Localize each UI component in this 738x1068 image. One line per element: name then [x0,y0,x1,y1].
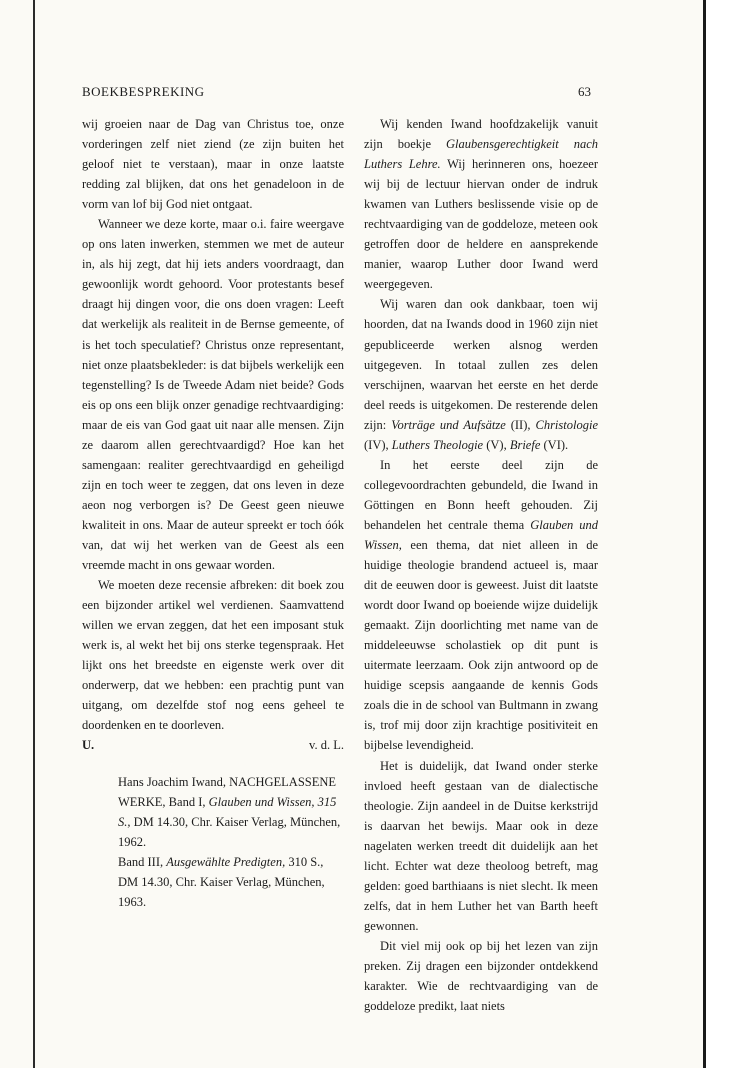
bib-author-title: Hans Joachim Iwand, NACHGELASSENE WERKE, Band I, [118,774,337,809]
bib-volume3-publisher: 310 S., DM 14.30, Chr. Kaiser Verlag, München, 1963. [118,854,325,909]
theme-title: Glauben und Wissen, [364,517,598,552]
paragraph-dialectic: Het is duidelijk, dat Iwand onder sterke invloed heeft gestaan van de dialectische theologie. Zijn aandeel in de Duitse kerkstrijd is daarvan het bewijs. Maar ook in deze nagelaten werken treedt dit duidelijk aan het licht. Echter wat deze theoloog betreft, mag gelden: goed barthiaans is niet slecht. Ik meen zelfs, dat in hem Luther het van Barth heeft gewonnen. [364,758,598,933]
bib-volume-title: Glauben und Wissen, 315 S., [118,794,337,829]
text-segment: Wij waren dan ook dankbaar, toen wij hoorden, dat na Iwands dood in 1960 zijn niet gepubliceerde werken alsnog werden uitgegeven. In totaal zullen zes delen verschijnen, waarvan het eerste en het derde deel reeds is uitgekomen. De resterende delen zijn: [364,297,598,432]
text-segment: Wij herinneren ons, hoezeer wij bij de lectuur hiervan onder de indruk kwamen van Luthers beslissende visie op de rechtvaardiging van de goddeloze, meteen ook getroffen door de heldere en aansprekende manier, waarop Luther door Iwand werd weergegeven. [364,157,599,292]
page-number: 63 [578,84,591,99]
text-segment: In het eerste deel zijn de collegevoordrachten gebundeld, die Iwand in Göttingen en Bonn heeft gehouden. Zij behandelen het centrale thema [364,457,598,532]
text-segment: een thema, dat niet alleen in de huidige theologie brandend actueel is, maar dit de eeuwen door is geweest. Juist dit laatste wordt door Iwand op boeiende wijze duidelijk gemaakt. Zijn doorlichting met name van de middeleeuwse scholastiek op dit punt is uitermate leerzaam. Ook zijn antwoord op de huidige scepsis aangaande de kennis Gods zoals die in de school van Bultmann in zwang is, trof mij door zijn krachtige positiviteit en bijbelse levendigheid. [364,537,599,753]
page-margin-right [706,0,738,1068]
bib-volume3-title: Ausgewählte Predigten, [166,854,286,869]
bibliographic-entry [118,772,344,912]
bib-line-1 [118,772,344,852]
reviewer-initials: v. d. L. [309,738,344,753]
paragraph-continuation: wij groeien naar de Dag van Christus toe, onze vorderingen zelf niet ziend (ze zijn buiten het geloof niet te verstaan), maar in onze laatste redding zal blijken, dat ons het genadeloon in de vorm van lof bij God niet ontgaat. [82,117,344,212]
text-segment: (IV), [364,437,389,452]
text-segment: (II), [510,417,531,432]
signoff-left: U. [82,738,95,753]
paragraph-critique: Wanneer we deze korte, maar o.i. faire weergave op ons laten inwerken, stemmen we met de auteur in, als hij zegt, dat hij iets anders voordraagt, dan gewoonlijk wordt gehoord. Voor protestants besef draagt hij dingen voor, die ons doen vragen: Leeft dat werkelijk als realiteit in de Bernse gemeente, of is het toch speculatief? Christus onze representant, niet onze plaatsbekleder: is dat bijbels werkelijk een tegenstelling? Is de Tweede Adam niet beide? Gods eis op ons een blijk onzer genadige rechtvaardiging: maar de eis van God gaat uit naar alle mensen. Zijn ze daarom allen gerechtvaardigd? Hoe kan het samengaan: realiter gerechtvaardigd en geheiligd zijn en toch weer te zeggen, dat ons leven in deze aeon nog verborgen is? De Geest geen nieuwe kwaliteit in ons. Maar de auteur spreekt er toch óók van, dat wij het werken van de Geest als een vreemde macht in ons gewaar worden. [82,217,344,573]
paragraph-edition [364,294,598,454]
text-segment: (VI). [543,437,569,452]
volume-title: Briefe [509,437,541,452]
volume-title: Vorträge und Aufsätze [391,417,506,432]
review-signoff [82,735,344,755]
text-segment: (V), [486,437,507,452]
running-title: BOEKBESPREKING [82,84,205,99]
bib-line-2 [118,852,344,912]
bib-publisher: DM 14.30, Chr. Kaiser Verlag, München, 1962. [118,814,341,849]
paragraph-intro [364,114,598,294]
right-column [364,114,598,1016]
paragraph-first-volume [364,455,598,756]
volume-title: Christologie [535,417,598,432]
volume-title: Luthers Theologie [391,437,484,452]
left-column [82,114,344,912]
book-title: Glaubensgerechtigkeit nach Luthers Lehre. [364,137,598,172]
paragraph-sermons: Dit viel mij ook op bij het lezen van zijn preken. Zij dragen een bijzonder ontdekkend karakter. Wie de rechtvaardiging van de goddeloze predikt, laat niets [364,938,598,1014]
bib-volume-label: Band III, [118,854,164,869]
paragraph-conclusion: We moeten deze recensie afbreken: dit boek zou een bijzonder artikel wel verdienen. Saamvattend willen we ervan zeggen, dat het een imposant stuk werk is, al wekt het bij ons sterke tegenspraak. Het lijkt ons het breedste en eigenste werk over dit onderwerp, dat we hebben: een prachtig punt van uitgang, om dezelfde stof nog eens geheel te doordenken en te doorleven. [82,578,344,733]
page-edge-left [33,0,35,1068]
text-segment: Wij kenden Iwand hoofdzakelijk vanuit zijn boekje [364,117,598,152]
